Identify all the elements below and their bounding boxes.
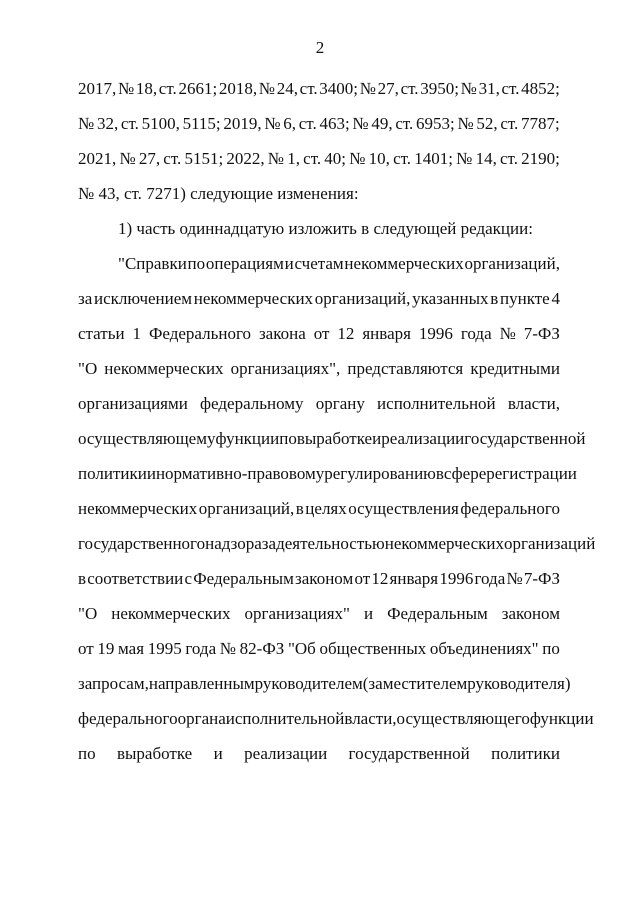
text-line-5: 1) часть одиннадцатую изложить в следующей редакции: — [118, 219, 533, 238]
text-line-20: по выработке и реализации государственной политики — [78, 744, 560, 763]
text-line-9: "О некоммерческих организациях", представляются кредитными — [78, 359, 560, 378]
text-line-15: в соответствии с Федеральным законом от 12 января 1996 года № 7-ФЗ — [78, 569, 560, 588]
text-line-2: № 32, ст. 5100, 5115; 2019, № 6, ст. 463; № 49, ст. 6953; № 52, ст. 7787; — [78, 114, 560, 133]
text-line-10: организациями федеральному органу исполнительной власти, — [78, 394, 560, 413]
text-line-17: от 19 мая 1995 года № 82-ФЗ "Об общественных объединениях" по — [78, 639, 560, 658]
text-line-1: 2017, № 18, ст. 2661; 2018, № 24, ст. 3400; № 27, ст. 3950; № 31, ст. 4852; — [78, 79, 560, 98]
text-line-18: запросам, направленным руководителем (заместителем руководителя) — [78, 674, 571, 693]
text-line-12: политики и нормативно-правовому регулированию в сфере регистрации — [78, 464, 577, 483]
text-line-19: федерального органа исполнительной власти, осуществляющего функции — [78, 709, 594, 728]
text-line-8: статьи 1 Федерального закона от 12 января 1996 года № 7-ФЗ — [78, 324, 560, 343]
text-line-13: некоммерческих организаций, в целях осуществления федерального — [78, 499, 560, 518]
text-line-3: 2021, № 27, ст. 5151; 2022, № 1, ст. 40; № 10, ст. 1401; № 14, ст. 2190; — [78, 149, 560, 168]
text-line-6: "Справки по операциям и счетам некоммерческих организаций, — [118, 254, 560, 273]
text-line-11: осуществляющему функции по выработке и реализации государственной — [78, 429, 586, 448]
text-line-16: "О некоммерческих организациях" и Федеральным законом — [78, 604, 560, 623]
text-line-14: государственного надзора за деятельностью некоммерческих организаций — [78, 534, 596, 553]
text-line-7: за исключением некоммерческих организаций, указанных в пункте 4 — [78, 289, 560, 308]
text-line-4: № 43, ст. 7271) следующие изменения: — [78, 184, 359, 203]
page-number: 2 — [315, 38, 325, 57]
